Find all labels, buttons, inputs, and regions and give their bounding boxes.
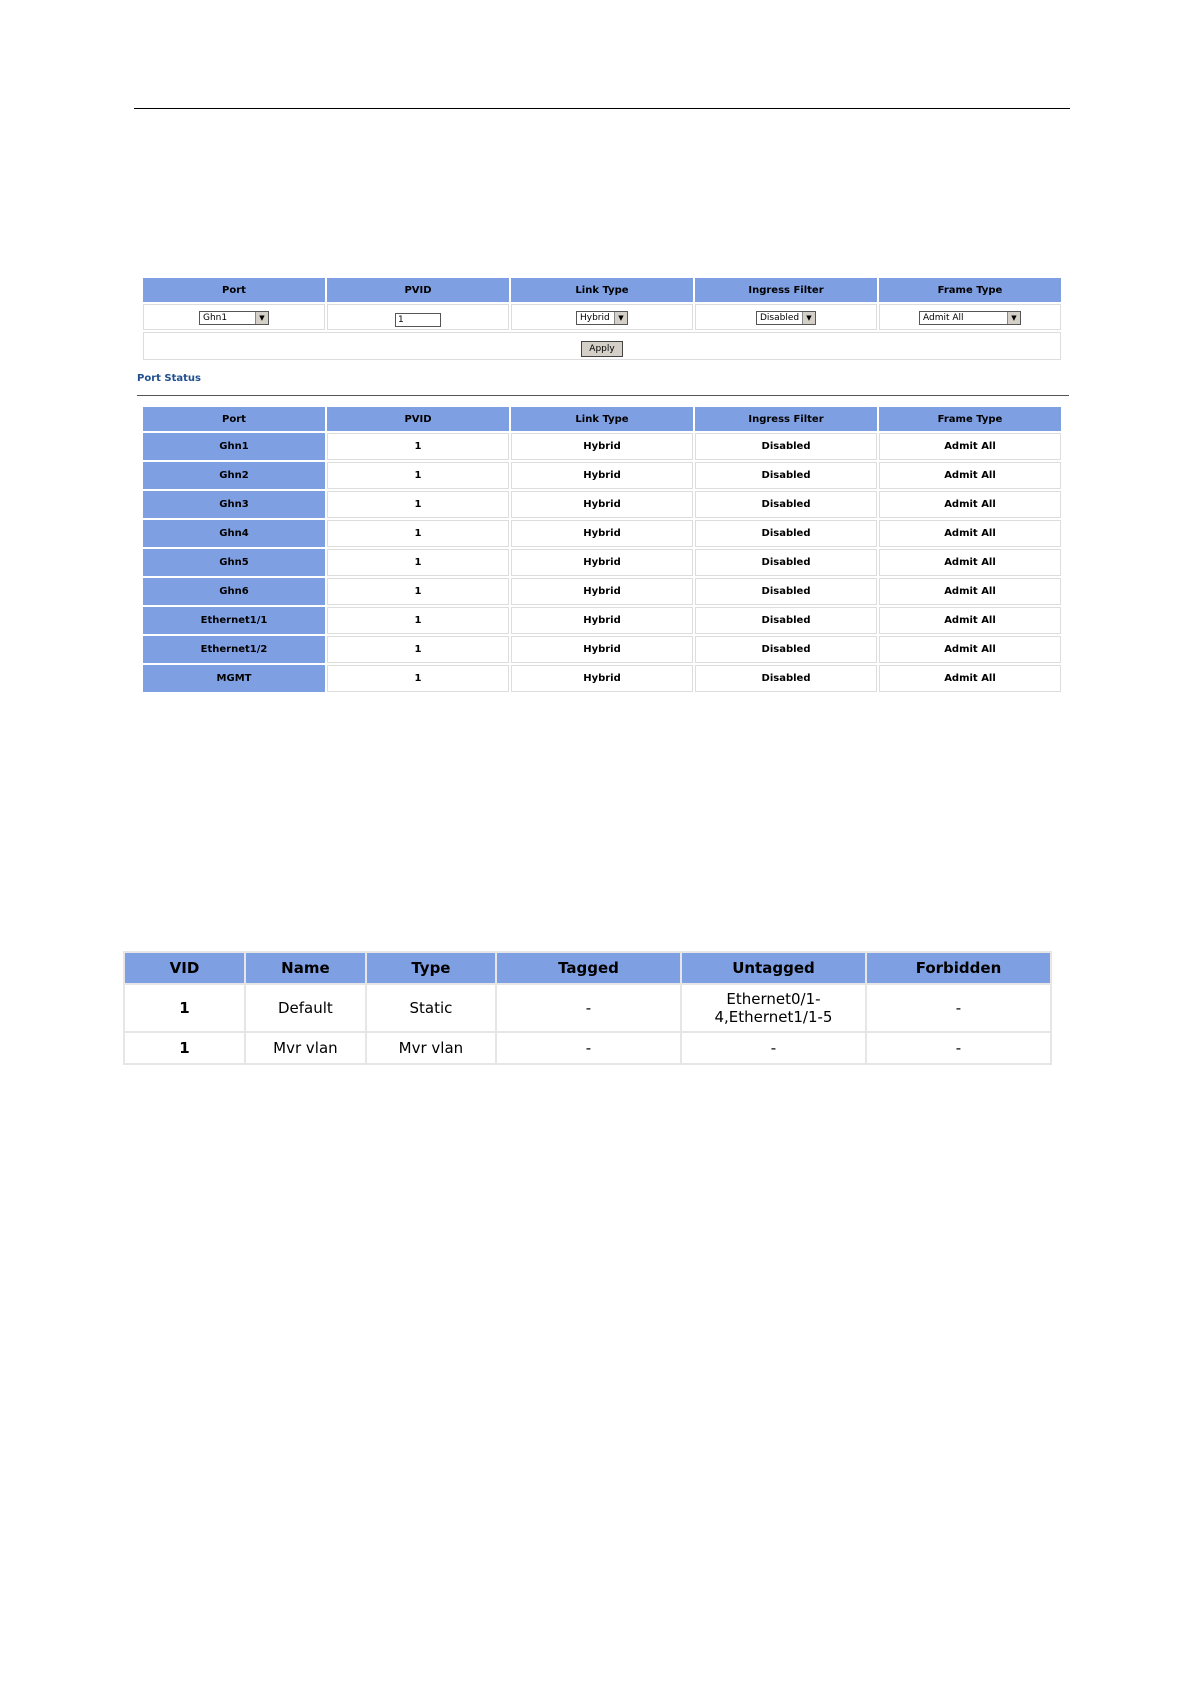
vlan-header-vid: VID (125, 953, 244, 983)
port-cell: Ethernet1/2 (143, 636, 325, 663)
port-cell: Ghn1 (143, 433, 325, 460)
port-cell: MGMT (143, 665, 325, 692)
untagged-cell (682, 985, 865, 1031)
vlan-header-forbidden: Forbidden (867, 953, 1050, 983)
link-type-cell: Hybrid (511, 520, 693, 547)
port-config-input-row (143, 304, 1061, 330)
table-row (125, 985, 1050, 1031)
port-cell: Ghn6 (143, 578, 325, 605)
pvid-cell: 1 (327, 549, 509, 576)
port-select-value: Ghn1 (203, 313, 228, 323)
port-config-header-ingress-filter: Ingress Filter (695, 278, 877, 302)
chevron-down-icon: ▼ (1007, 312, 1020, 324)
frame-type-cell: Admit All (879, 636, 1061, 663)
link-type-cell: Hybrid (511, 491, 693, 518)
vlan-header-row (125, 953, 1050, 983)
forbidden-cell: - (867, 985, 1050, 1031)
name-cell: Mvr vlan (246, 1033, 365, 1063)
table-row (143, 607, 1061, 634)
port-select-cell (143, 304, 325, 330)
apply-cell (143, 332, 1061, 360)
link-type-cell: Hybrid (511, 549, 693, 576)
chevron-down-icon: ▼ (614, 312, 627, 324)
frame-type-cell: Admit All (879, 578, 1061, 605)
apply-button[interactable]: Apply (581, 341, 622, 357)
frame-type-select-value: Admit All (923, 313, 964, 323)
port-cell: Ethernet1/1 (143, 607, 325, 634)
ingress-filter-cell: Disabled (695, 520, 877, 547)
forbidden-cell: - (867, 1033, 1050, 1063)
ingress-filter-select-value: Disabled (760, 313, 800, 323)
frame-type-cell: Admit All (879, 607, 1061, 634)
type-cell: Static (367, 985, 495, 1031)
port-config-header-link-type: Link Type (511, 278, 693, 302)
table-row (143, 665, 1061, 692)
port-status-title: Port Status (137, 373, 201, 384)
ingress-filter-cell: Disabled (695, 665, 877, 692)
vid-cell: 1 (125, 985, 244, 1031)
port-status-header-ingress-filter: Ingress Filter (695, 407, 877, 431)
link-type-cell: Hybrid (511, 636, 693, 663)
vlan-header-untagged: Untagged (682, 953, 865, 983)
type-cell: Mvr vlan (367, 1033, 495, 1063)
vid-cell: 1 (125, 1033, 244, 1063)
link-type-cell: Hybrid (511, 433, 693, 460)
port-cell: Ghn2 (143, 462, 325, 489)
ingress-filter-cell: Disabled (695, 578, 877, 605)
ingress-filter-select-cell (695, 304, 877, 330)
pvid-input[interactable] (395, 313, 441, 327)
vlan-header-name: Name (246, 953, 365, 983)
pvid-cell: 1 (327, 462, 509, 489)
port-config-apply-row (143, 332, 1061, 360)
table-row (143, 636, 1061, 663)
port-config-form (141, 276, 1063, 362)
chevron-down-icon: ▼ (802, 312, 815, 324)
pvid-cell: 1 (327, 491, 509, 518)
port-status-header-port: Port (143, 407, 325, 431)
frame-type-cell: Admit All (879, 549, 1061, 576)
table-row (125, 1033, 1050, 1063)
port-cell: Ghn3 (143, 491, 325, 518)
port-status-header-row (143, 407, 1061, 431)
ingress-filter-cell: Disabled (695, 549, 877, 576)
ingress-filter-cell: Disabled (695, 433, 877, 460)
chevron-down-icon: ▼ (255, 312, 268, 324)
table-row (143, 462, 1061, 489)
link-type-select[interactable] (576, 311, 628, 325)
port-status-table (141, 405, 1063, 694)
table-row (143, 520, 1061, 547)
port-config-header-port: Port (143, 278, 325, 302)
table-row (143, 433, 1061, 460)
link-type-cell: Hybrid (511, 462, 693, 489)
ingress-filter-select[interactable] (756, 311, 816, 325)
tagged-cell: - (497, 985, 680, 1031)
frame-type-cell: Admit All (879, 462, 1061, 489)
port-status-header-link-type: Link Type (511, 407, 693, 431)
name-cell: Default (246, 985, 365, 1031)
port-config-header-pvid: PVID (327, 278, 509, 302)
ingress-filter-cell: Disabled (695, 462, 877, 489)
untagged-cell: - (682, 1033, 865, 1063)
pvid-cell: 1 (327, 665, 509, 692)
vlan-header-type: Type (367, 953, 495, 983)
frame-type-cell: Admit All (879, 491, 1061, 518)
vlan-table (123, 951, 1052, 1065)
table-row (143, 578, 1061, 605)
pvid-cell: 1 (327, 520, 509, 547)
port-config-header-row (143, 278, 1061, 302)
pvid-cell: 1 (327, 607, 509, 634)
ingress-filter-cell: Disabled (695, 491, 877, 518)
table-row (143, 549, 1061, 576)
ingress-filter-cell: Disabled (695, 607, 877, 634)
port-status-header-pvid: PVID (327, 407, 509, 431)
untagged-line-2: 4,Ethernet1/1-5 (714, 1008, 833, 1026)
untagged-line-1: Ethernet0/1- (726, 990, 821, 1008)
port-status-divider (137, 395, 1069, 396)
frame-type-cell: Admit All (879, 665, 1061, 692)
port-cell: Ghn4 (143, 520, 325, 547)
pvid-input-cell (327, 304, 509, 330)
pvid-cell: 1 (327, 636, 509, 663)
table-row (143, 491, 1061, 518)
link-type-cell: Hybrid (511, 607, 693, 634)
tagged-cell: - (497, 1033, 680, 1063)
link-type-select-cell (511, 304, 693, 330)
frame-type-select[interactable] (919, 311, 1021, 325)
port-status-header-frame-type: Frame Type (879, 407, 1061, 431)
page-top-rule (134, 108, 1070, 109)
vlan-header-tagged: Tagged (497, 953, 680, 983)
pvid-cell: 1 (327, 433, 509, 460)
link-type-cell: Hybrid (511, 578, 693, 605)
pvid-cell: 1 (327, 578, 509, 605)
link-type-select-value: Hybrid (580, 313, 610, 323)
port-cell: Ghn5 (143, 549, 325, 576)
ingress-filter-cell: Disabled (695, 636, 877, 663)
port-config-header-frame-type: Frame Type (879, 278, 1061, 302)
frame-type-select-cell (879, 304, 1061, 330)
link-type-cell: Hybrid (511, 665, 693, 692)
frame-type-cell: Admit All (879, 520, 1061, 547)
frame-type-cell: Admit All (879, 433, 1061, 460)
port-select[interactable] (199, 311, 269, 325)
